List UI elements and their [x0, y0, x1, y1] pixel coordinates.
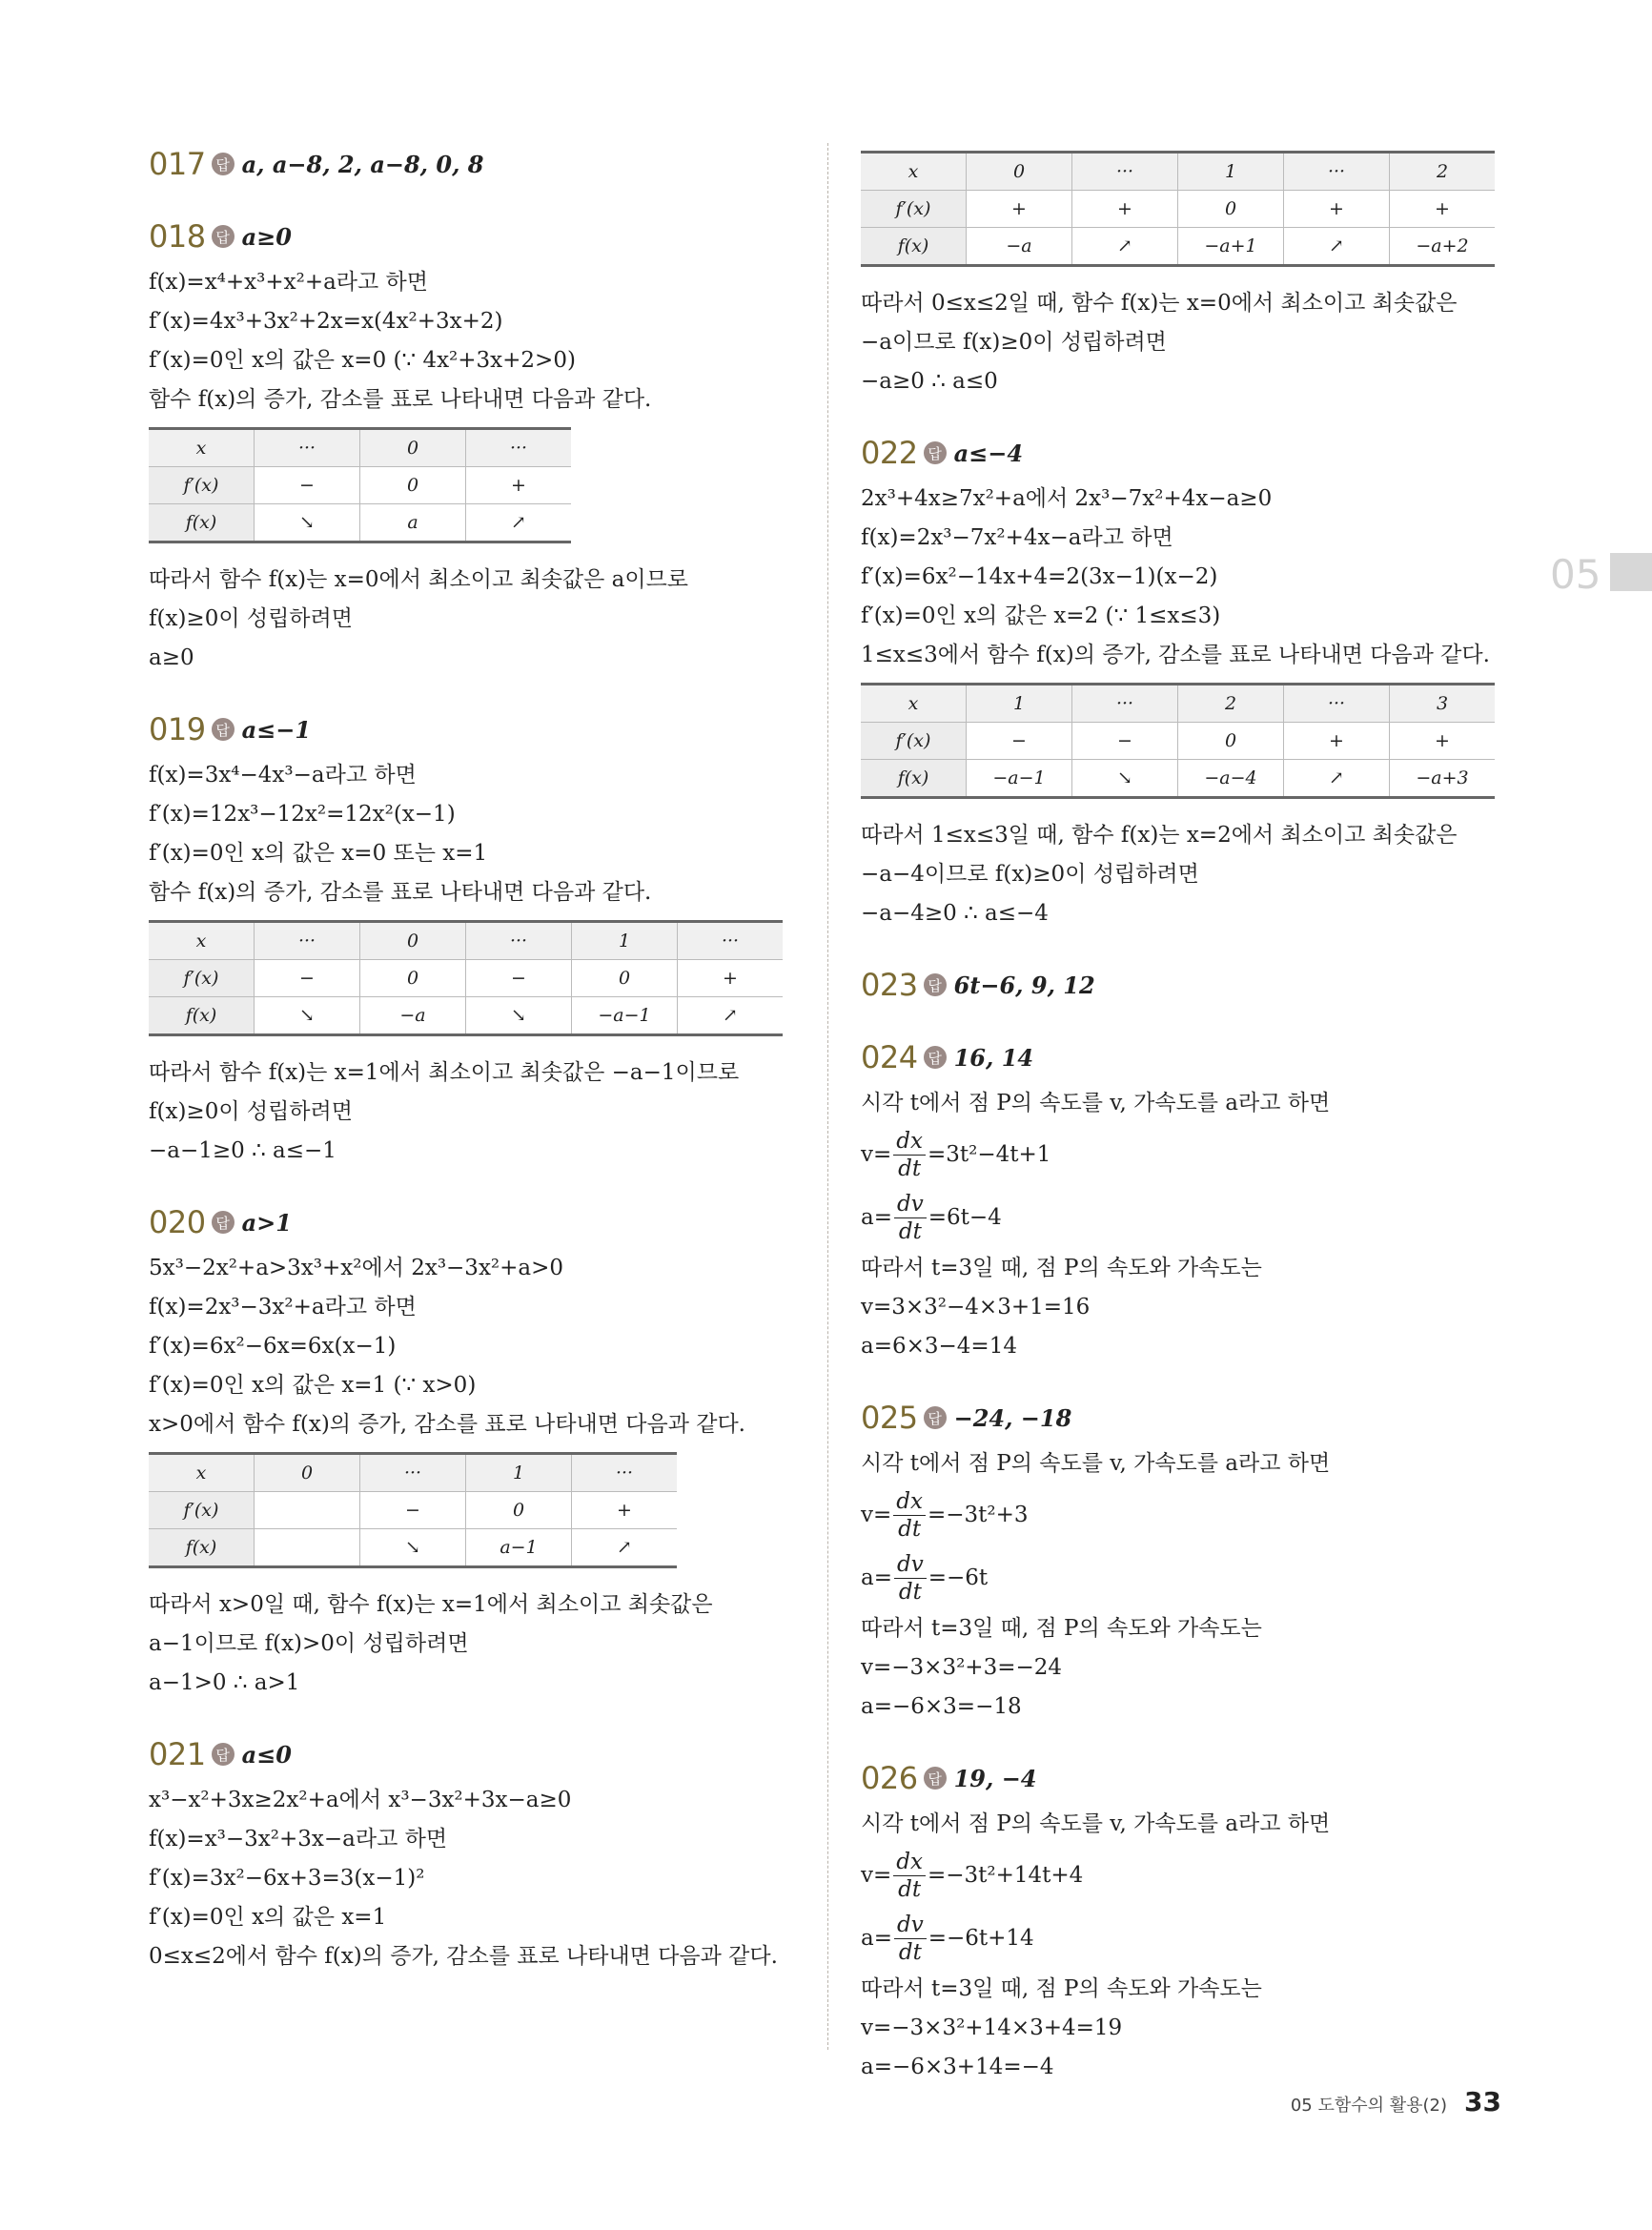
table-cell: ··· [1284, 685, 1390, 723]
table-cell: − [466, 960, 572, 997]
table-cell: x [149, 429, 255, 467]
table-cell: 0 [572, 960, 678, 997]
answer-badge: 답 [212, 153, 235, 175]
derivative-line [861, 1907, 1501, 1970]
table-cell: −a [967, 228, 1072, 266]
derivative-line [861, 1546, 1501, 1609]
solution-line: 시각 t에서 점 P의 속도를 v, 가속도를 a라고 하면 [861, 1091, 1331, 1115]
fraction [894, 1191, 927, 1245]
solution-line: 따라서 0≤x≤2일 때, 함수 f(x)는 x=0에서 최소이고 최솟값은 [861, 291, 1458, 316]
problem-block [861, 151, 1501, 401]
chapter-side-tab [1610, 553, 1652, 591]
table-cell: + [572, 1492, 678, 1529]
answer-text: a, a−8, 2, a−8, 0, 8 [241, 150, 484, 178]
solution-line: 따라서 함수 f(x)는 x=0에서 최소이고 최솟값은 a이므로 [149, 567, 689, 592]
solution-line: f′(x)=3x²−6x+3=3(x−1)² [149, 1866, 425, 1891]
left-column [149, 143, 797, 2007]
derivative-rhs: =−3t²+14t+4 [927, 1863, 1084, 1888]
solution-line: f′(x)=0인 x의 값은 x=0 (∵ 4x²+3x+2>0) [149, 348, 576, 373]
solution-line: f(x)=2x³−7x²+4x−a라고 하면 [861, 525, 1173, 550]
chapter-side-number: 05 [1550, 551, 1601, 598]
solution-line: 따라서 t=3일 때, 점 P의 속도와 가속도는 [861, 1976, 1262, 2001]
fraction-denominator: dt [898, 1516, 922, 1542]
table-cell: ··· [1072, 153, 1178, 191]
solution-line: 따라서 t=3일 때, 점 P의 속도와 가속도는 [861, 1616, 1262, 1641]
answer-badge: 답 [212, 1211, 235, 1234]
table-cell: ↗ [572, 1529, 678, 1567]
table-row [149, 429, 571, 467]
derivative-lhs: a= [861, 1205, 892, 1230]
solution-line: −a이므로 f(x)≥0이 성립하려면 [861, 330, 1167, 355]
solution-line: 5x³−2x²+a>3x³+x²에서 2x³−3x²+a>0 [149, 1256, 564, 1280]
solution-line: 시각 t에서 점 P의 속도를 v, 가속도를 a라고 하면 [861, 1811, 1331, 1836]
table-row [861, 723, 1495, 760]
table-cell: + [1284, 191, 1390, 228]
derivative-rhs: =6t−4 [928, 1205, 1002, 1230]
solution-line: 따라서 x>0일 때, 함수 f(x)는 x=1에서 최소이고 최솟값은 [149, 1592, 713, 1617]
solution-line: f′(x)=0인 x의 값은 x=0 또는 x=1 [149, 841, 488, 866]
table-cell: + [967, 191, 1072, 228]
fraction [893, 1488, 926, 1543]
table-row [149, 1492, 677, 1529]
variation-table [861, 151, 1495, 267]
table-cell: f′(x) [861, 723, 967, 760]
table-cell: −a+1 [1178, 228, 1284, 266]
answer-badge: 답 [924, 1767, 947, 1790]
derivative-lhs: v= [861, 1863, 892, 1888]
table-cell: ··· [1072, 685, 1178, 723]
derivative-lhs: v= [861, 1142, 892, 1167]
table-row [861, 685, 1495, 723]
fraction [893, 1849, 926, 1903]
table-cell: ↗ [1072, 228, 1178, 266]
table-cell: ↘ [466, 997, 572, 1035]
problem-header [861, 1036, 1501, 1078]
table-cell: f(x) [861, 760, 967, 798]
table-cell: 1 [967, 685, 1072, 723]
table-cell: ··· [466, 429, 572, 467]
table-cell: + [1072, 191, 1178, 228]
table-cell: 3 [1390, 685, 1496, 723]
table-row [149, 1529, 677, 1567]
table-cell: ↘ [1072, 760, 1178, 798]
variation-table [149, 427, 571, 543]
solution-line: f′(x)=12x³−12x²=12x²(x−1) [149, 802, 456, 827]
table-cell: 1 [466, 1454, 572, 1492]
fraction [894, 1551, 927, 1606]
solution-line: v=−3×3²+14×3+4=19 [861, 2015, 1123, 2040]
table-cell: −a+2 [1390, 228, 1496, 266]
table-cell: ↗ [466, 504, 572, 542]
table-cell: 0 [360, 467, 466, 504]
table-cell: x [149, 922, 255, 960]
problem-header [149, 1201, 797, 1243]
problem-header [149, 215, 797, 257]
table-cell: − [360, 1492, 466, 1529]
table-row [149, 467, 571, 504]
table-cell: 1 [572, 922, 678, 960]
solution-line: a≥0 [149, 645, 194, 670]
problem-number: 019 [149, 711, 206, 747]
page-number: 33 [1464, 2086, 1501, 2117]
table-cell: − [967, 723, 1072, 760]
solution-line: a−1이므로 f(x)>0이 성립하려면 [149, 1631, 469, 1656]
page-footer [1291, 2086, 1501, 2117]
answer-badge: 답 [924, 441, 947, 464]
solution-line: f′(x)=0인 x의 값은 x=1 [149, 1905, 387, 1930]
solution-line: f′(x)=0인 x의 값은 x=2 (∵ 1≤x≤3) [861, 604, 1221, 628]
solution-line: f′(x)=6x²−6x=6x(x−1) [149, 1334, 397, 1359]
solution-line: v=3×3²−4×3+1=16 [861, 1295, 1091, 1320]
answer-text: 16, 14 [953, 1043, 1034, 1072]
fraction-numerator: dv [894, 1191, 927, 1218]
table-cell: ↘ [360, 1529, 466, 1567]
solution-line: 2x³+4x≥7x²+a에서 2x³−7x²+4x−a≥0 [861, 486, 1273, 511]
solution-line: a=−6×3+14=−4 [861, 2055, 1054, 2079]
table-row [149, 997, 783, 1035]
table-cell: −a−1 [572, 997, 678, 1035]
fraction-numerator: dx [893, 1849, 926, 1876]
variation-table [861, 683, 1495, 799]
problem-number: 017 [149, 146, 206, 182]
problem-block [861, 1036, 1501, 1366]
table-row [861, 760, 1495, 798]
table-cell: −a−4 [1178, 760, 1284, 798]
table-cell: 2 [1178, 685, 1284, 723]
solution-line: f(x)≥0이 성립하려면 [149, 1099, 353, 1124]
table-cell: − [255, 467, 360, 504]
table-cell: + [1390, 723, 1496, 760]
solution-line: 함수 f(x)의 증가, 감소를 표로 나타내면 다음과 같다. [149, 880, 652, 905]
table-cell: + [1284, 723, 1390, 760]
answer-badge: 답 [924, 973, 947, 996]
answer-text: 19, −4 [953, 1764, 1037, 1792]
table-cell: f′(x) [149, 1492, 255, 1529]
table-row [861, 191, 1495, 228]
solution-line: f′(x)=4x³+3x²+2x=x(4x²+3x+2) [149, 309, 503, 334]
fraction-numerator: dx [893, 1488, 926, 1516]
table-cell: ··· [678, 922, 784, 960]
problem-header [861, 432, 1501, 474]
answer-badge: 답 [212, 718, 235, 741]
table-row [861, 153, 1495, 191]
answer-text: a>1 [241, 1208, 292, 1237]
table-cell: − [1072, 723, 1178, 760]
table-row [149, 922, 783, 960]
answer-text: a≤−1 [241, 715, 312, 744]
table-cell: f′(x) [149, 467, 255, 504]
table-cell: 0 [255, 1454, 360, 1492]
solution-line: 시각 t에서 점 P의 속도를 v, 가속도를 a라고 하면 [861, 1451, 1331, 1476]
derivative-lhs: a= [861, 1565, 892, 1590]
column-divider [827, 143, 828, 2050]
table-cell: ··· [572, 1454, 678, 1492]
table-row [149, 504, 571, 542]
derivative-line [861, 1186, 1501, 1249]
problem-block [861, 1397, 1501, 1727]
table-row [149, 1454, 677, 1492]
problem-number: 022 [861, 435, 918, 471]
table-cell: x [861, 685, 967, 723]
solution-line: 함수 f(x)의 증가, 감소를 표로 나타내면 다음과 같다. [149, 387, 652, 412]
problem-number: 025 [861, 1400, 918, 1436]
solution-line: 1≤x≤3에서 함수 f(x)의 증가, 감소를 표로 나타내면 다음과 같다. [861, 643, 1490, 667]
problem-block [149, 1201, 797, 1703]
table-cell [255, 1492, 360, 1529]
problem-header [149, 708, 797, 750]
problem-number: 024 [861, 1039, 918, 1075]
solution-line: −a−1≥0 ∴ a≤−1 [149, 1138, 337, 1163]
right-column [861, 143, 1501, 2117]
derivative-line [861, 1123, 1501, 1186]
problem-header [861, 1757, 1501, 1799]
fraction-denominator: dt [898, 1156, 922, 1181]
solution-line: 따라서 1≤x≤3일 때, 함수 f(x)는 x=2에서 최소이고 최솟값은 [861, 823, 1458, 848]
solution-line: f(x)=x⁴+x³+x²+a라고 하면 [149, 270, 428, 295]
table-cell: f(x) [149, 1529, 255, 1567]
table-row [149, 960, 783, 997]
derivative-rhs: =−6t [928, 1565, 989, 1590]
solution-line: x³−x²+3x≥2x²+a에서 x³−3x²+3x−a≥0 [149, 1788, 572, 1812]
table-row [861, 228, 1495, 266]
table-cell: ↗ [1284, 228, 1390, 266]
table-cell: ··· [466, 922, 572, 960]
table-cell: + [1390, 191, 1496, 228]
problem-number: 023 [861, 967, 918, 1003]
footer-chapter-title: 05 도함수의 활용(2) [1290, 2096, 1448, 2116]
answer-text: −24, −18 [953, 1403, 1072, 1432]
table-cell: −a [360, 997, 466, 1035]
solution-line: a−1>0 ∴ a>1 [149, 1670, 300, 1695]
table-cell: 0 [967, 153, 1072, 191]
fraction-denominator: dt [898, 1939, 922, 1965]
solution-line: −a−4이므로 f(x)≥0이 성립하려면 [861, 862, 1199, 887]
table-cell [255, 1529, 360, 1567]
derivative-lhs: a= [861, 1926, 892, 1951]
fraction-numerator: dx [893, 1128, 926, 1156]
fraction-numerator: dv [894, 1912, 927, 1939]
solution-line: x>0에서 함수 f(x)의 증가, 감소를 표로 나타내면 다음과 같다. [149, 1412, 745, 1437]
problem-header [861, 964, 1501, 1006]
answer-text: a≥0 [241, 222, 292, 251]
table-cell: f(x) [149, 997, 255, 1035]
problem-number: 026 [861, 1760, 918, 1796]
table-cell: −a−1 [967, 760, 1072, 798]
table-cell: ··· [1284, 153, 1390, 191]
solution-line: f(x)=2x³−3x²+a라고 하면 [149, 1295, 417, 1320]
solution-line: f′(x)=6x²−14x+4=2(3x−1)(x−2) [861, 564, 1218, 589]
answer-text: a≤0 [241, 1740, 292, 1769]
table-cell: f′(x) [149, 960, 255, 997]
table-cell: 0 [1178, 191, 1284, 228]
solution-line: 0≤x≤2에서 함수 f(x)의 증가, 감소를 표로 나타내면 다음과 같다. [149, 1944, 778, 1969]
solution-line: a=6×3−4=14 [861, 1334, 1017, 1359]
table-cell: ↗ [678, 997, 784, 1035]
table-cell: 0 [1178, 723, 1284, 760]
table-cell: 1 [1178, 153, 1284, 191]
table-cell: + [678, 960, 784, 997]
table-cell: ↗ [1284, 760, 1390, 798]
answer-text: 6t−6, 9, 12 [953, 971, 1095, 999]
table-cell: 0 [360, 960, 466, 997]
table-cell: f(x) [861, 228, 967, 266]
derivative-lhs: v= [861, 1503, 892, 1527]
table-cell: ↘ [255, 997, 360, 1035]
answer-badge: 답 [924, 1046, 947, 1069]
fraction-numerator: dv [894, 1551, 927, 1579]
problem-header [861, 1397, 1501, 1439]
problem-header [149, 1733, 797, 1775]
solution-line: −a−4≥0 ∴ a≤−4 [861, 901, 1049, 926]
solution-line: f(x)=3x⁴−4x³−a라고 하면 [149, 763, 417, 788]
answer-text: a≤−4 [953, 439, 1024, 467]
fraction [894, 1912, 927, 1966]
table-cell: ··· [360, 1454, 466, 1492]
table-cell: − [255, 960, 360, 997]
answer-badge: 답 [924, 1406, 947, 1429]
table-cell: 2 [1390, 153, 1496, 191]
problem-block [861, 964, 1501, 1006]
fraction-denominator: dt [898, 1579, 922, 1605]
problem-block [149, 215, 797, 678]
problem-number: 020 [149, 1204, 206, 1240]
fraction-denominator: dt [898, 1876, 922, 1902]
problem-number: 021 [149, 1736, 206, 1772]
solution-line: −a≥0 ∴ a≤0 [861, 369, 998, 394]
answer-badge: 답 [212, 225, 235, 248]
variation-table [149, 1452, 677, 1568]
problem-header [149, 143, 797, 185]
variation-table [149, 920, 783, 1036]
table-cell: + [466, 467, 572, 504]
fraction [893, 1128, 926, 1182]
solution-line: a=−6×3=−18 [861, 1694, 1022, 1719]
table-cell: ··· [255, 922, 360, 960]
table-cell: x [861, 153, 967, 191]
table-cell: x [149, 1454, 255, 1492]
solution-line: f(x)=x³−3x²+3x−a라고 하면 [149, 1827, 448, 1852]
problem-block [861, 432, 1501, 933]
solution-line: 따라서 t=3일 때, 점 P의 속도와 가속도는 [861, 1256, 1262, 1280]
table-cell: a−1 [466, 1529, 572, 1567]
table-cell: f(x) [149, 504, 255, 542]
solution-line: f(x)≥0이 성립하려면 [149, 606, 353, 631]
problem-block [149, 1733, 797, 1976]
table-cell: 0 [360, 429, 466, 467]
derivative-rhs: =−3t²+3 [927, 1503, 1029, 1527]
table-cell: 0 [466, 1492, 572, 1529]
derivative-line [861, 1844, 1501, 1907]
derivative-rhs: =3t²−4t+1 [927, 1142, 1051, 1167]
derivative-line [861, 1483, 1501, 1546]
problem-number: 018 [149, 218, 206, 255]
problem-block [149, 708, 797, 1171]
table-cell: −a+3 [1390, 760, 1496, 798]
derivative-rhs: =−6t+14 [928, 1926, 1034, 1951]
solution-line: 따라서 함수 f(x)는 x=1에서 최소이고 최솟값은 −a−1이므로 [149, 1060, 740, 1085]
problem-block [149, 143, 797, 185]
table-cell: a [360, 504, 466, 542]
table-cell: ··· [255, 429, 360, 467]
fraction-denominator: dt [898, 1218, 922, 1244]
answer-badge: 답 [212, 1743, 235, 1766]
table-cell: 0 [360, 922, 466, 960]
problem-block [861, 1757, 1501, 2087]
table-cell: f′(x) [861, 191, 967, 228]
table-cell: ↘ [255, 504, 360, 542]
solution-line: v=−3×3²+3=−24 [861, 1655, 1063, 1680]
solution-line: f′(x)=0인 x의 값은 x=1 (∵ x>0) [149, 1373, 477, 1398]
